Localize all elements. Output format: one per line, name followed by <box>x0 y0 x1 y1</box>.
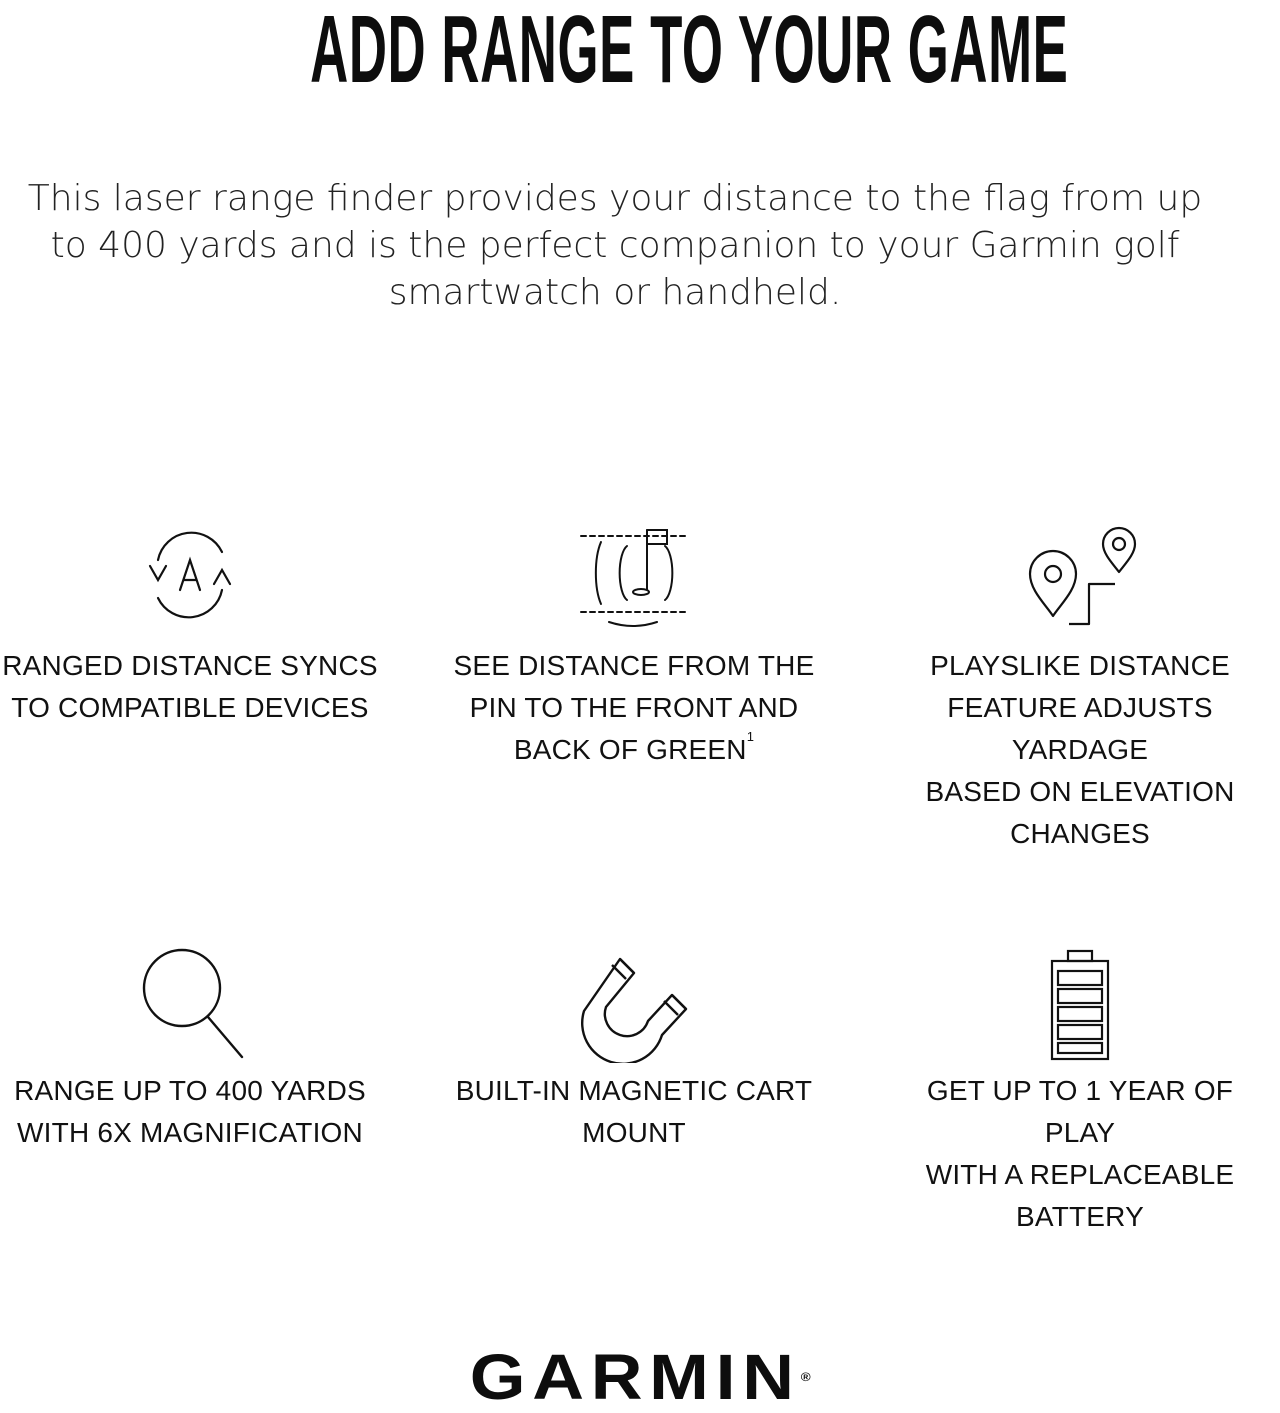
registered-mark: ® <box>800 1370 811 1384</box>
logo-wordmark: GARMIN® <box>469 1341 811 1413</box>
feature-battery <box>890 945 1270 1238</box>
page-headline <box>0 0 1280 100</box>
elevation-pins-icon <box>1015 520 1145 630</box>
magnet-icon <box>574 945 694 1063</box>
magnifier-icon <box>130 945 250 1063</box>
battery-icon <box>1020 945 1140 1063</box>
feature-magnetic-mount <box>444 945 824 1154</box>
feature-label: BUILT-IN MAGNETIC CART MOUNT <box>455 1075 813 1148</box>
feature-label: PLAYSLIKE DISTANCE FEATURE ADJUSTS YARDAGE BASED ON ELEVATION CHANGES <box>925 650 1235 849</box>
feature-label: GET UP TO 1 YEAR OF PLAY WITH A REPLACEABLE BATTERY <box>925 1075 1235 1232</box>
garmin-logo <box>0 1341 1280 1413</box>
feature-magnification <box>0 945 380 1154</box>
feature-sync <box>0 520 380 729</box>
headline-text: ADD RANGE TO YOUR GAME <box>310 0 1069 100</box>
feature-label: RANGED DISTANCE SYNCS TO COMPATIBLE DEVICES <box>2 650 378 723</box>
auto-sync-icon <box>130 520 250 630</box>
feature-playslike <box>890 520 1270 855</box>
green-flag-icon <box>569 520 699 630</box>
footnote-marker: 1 <box>746 729 755 744</box>
feature-label: SEE DISTANCE FROM THE PIN TO THE FRONT AND BACK OF GREEN$^1$ <box>453 650 815 765</box>
intro-paragraph: This laser range finder provides your distance to the flag from up to 400 yards and is the perfect companion to your Garmin golf smartwatch or handheld. <box>27 178 1203 313</box>
feature-green-distance <box>444 520 824 771</box>
feature-label: RANGE UP TO 400 YARDS WITH 6X MAGNIFICATION <box>14 1075 366 1148</box>
